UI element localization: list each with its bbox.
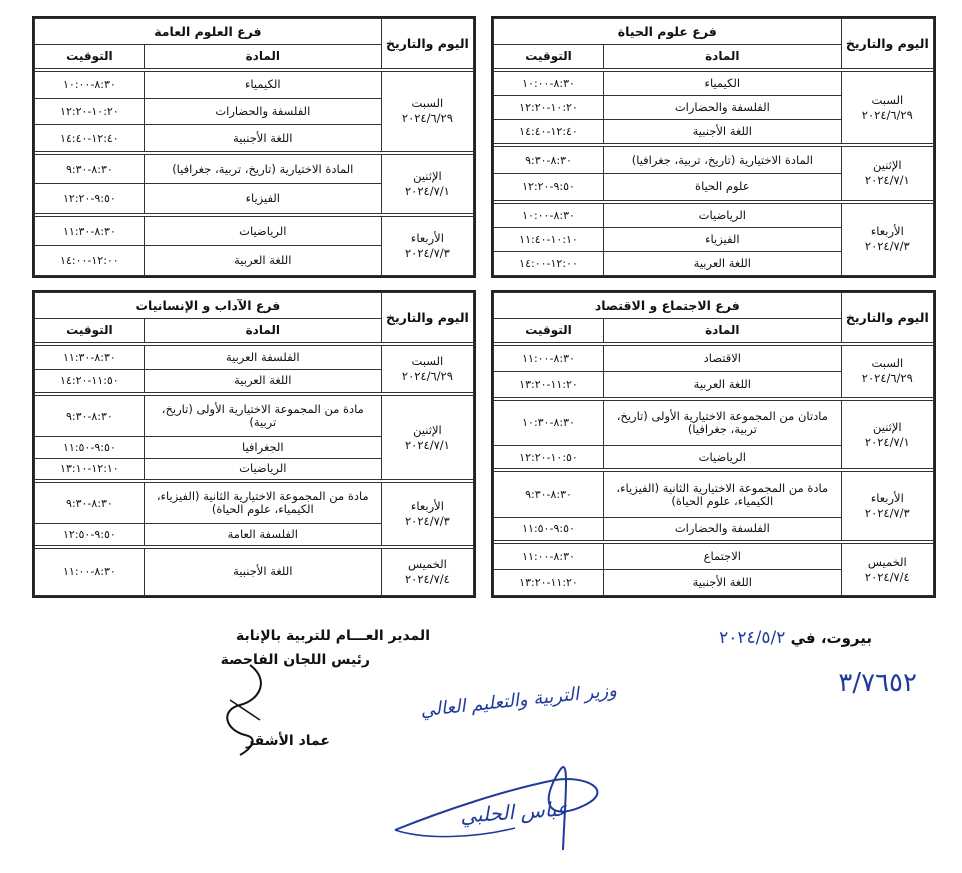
day-date-header: اليوم والتاريخ [841, 293, 933, 343]
subject-cell: الفلسفة والحضارات [604, 517, 842, 540]
table-row [35, 216, 474, 246]
subject-cell: اللغة العربية [144, 246, 381, 276]
director-name: عماد الأشقر [245, 733, 330, 749]
subject-cell: الكيمياء [144, 72, 381, 99]
time-cell: ١١:٥٠-١٤:٢٠ [35, 369, 145, 393]
day-cell [381, 72, 473, 152]
table-row [494, 72, 934, 96]
day-cell [841, 544, 933, 596]
minister-signature [385, 750, 665, 860]
time-cell: ٩:٥٠-١١:٥٠ [494, 517, 604, 540]
place-date-label: بيروت، في [790, 629, 872, 647]
day-name: الأربعاء [410, 230, 444, 245]
day-cell [841, 400, 933, 469]
subject-cell: مادة من المجموعة الاختيارية الثانية (الفيزياء، الكيمياء، علوم الحياة) [604, 472, 842, 517]
reference-number: ٣/٧٦٥٢ [838, 668, 917, 698]
subject-cell: الفيزياء [144, 184, 381, 214]
minister-title-handwritten: وزير التربية والتعليم العالي [419, 679, 618, 722]
time-cell: ١٠:١٠-١١:٤٠ [494, 227, 604, 251]
day-name: الأربعاء [870, 224, 904, 239]
subject-cell: الكيمياء [604, 72, 842, 96]
subject-cell: اللغة العربية [144, 369, 381, 393]
time-cell: ١٠:٢٠-١٢:٢٠ [494, 96, 604, 120]
day-name: الإثنين [872, 419, 902, 434]
time-cell: ٨:٣٠-١١:٠٠ [494, 544, 604, 570]
schedule-grid [34, 18, 474, 276]
subject-cell: الفيزياء [604, 227, 842, 251]
table-row [35, 396, 474, 437]
time-cell: ٩:٥٠-١١:٥٠ [35, 437, 145, 458]
table-row [494, 147, 934, 174]
schedule-grid [34, 292, 474, 596]
day-date: ٢٠٢٤/٧/٤ [864, 569, 910, 584]
day-cell [841, 472, 933, 541]
day-cell [381, 548, 473, 595]
branch-title: فرع علوم الحياة [494, 19, 842, 45]
day-date: ٢٠٢٤/٧/٣ [864, 506, 910, 521]
day-name: السبت [411, 354, 444, 369]
day-cell [841, 147, 933, 200]
subject-cell: المادة الاختيارية (تاريخ، تربية، جغرافيا) [604, 147, 842, 174]
time-cell: ٨:٣٠-١٠:٣٠ [494, 400, 604, 445]
table-row [35, 346, 474, 370]
subject-cell: اللغة الأجنبية [604, 120, 842, 144]
time-cell: ٨:٣٠-٩:٣٠ [35, 396, 145, 437]
subject-cell: مادتان من المجموعة الاختيارية الأولى (تاريخ، تربية، جغرافيا) [604, 400, 842, 445]
table-row [35, 154, 474, 184]
subject-cell: علوم الحياة [604, 173, 842, 200]
day-date: ٢٠٢٤/٧/٣ [864, 239, 910, 254]
time-cell: ٩:٥٠-١٢:٢٠ [35, 184, 145, 214]
subject-cell: الفلسفة العربية [144, 346, 381, 370]
subject-cell: الجغرافيا [144, 437, 381, 458]
day-date: ٢٠٢٤/٧/١ [405, 183, 450, 198]
time-header: التوقيت [35, 319, 145, 343]
day-date: ٢٠٢٤/٧/١ [864, 434, 910, 449]
day-cell [381, 154, 473, 213]
time-cell: ٩:٥٠-١٢:٢٠ [494, 173, 604, 200]
subject-cell: الرياضيات [604, 446, 842, 469]
table-row [494, 472, 934, 517]
time-cell: ١١:٢٠-١٣:٢٠ [494, 371, 604, 397]
subject-header: المادة [144, 45, 381, 69]
place-date-value: ٢٠٢٤/٥/٢ [719, 628, 786, 648]
subject-cell: المادة الاختيارية (تاريخ، تربية، جغرافيا) [144, 154, 381, 184]
day-date: ٢٠٢٤/٧/٤ [405, 571, 450, 586]
committee-title: رئيس اللجان الفاحصة [220, 652, 370, 668]
time-cell: ٨:٣٠-١١:٠٠ [494, 346, 604, 372]
day-name: الإثنين [872, 158, 902, 173]
day-cell [381, 396, 473, 480]
day-name: السبت [871, 92, 904, 107]
time-cell: ١٢:٤٠-١٤:٤٠ [494, 120, 604, 144]
subject-cell: الرياضيات [144, 216, 381, 246]
place-date [719, 628, 872, 648]
time-cell: ٨:٣٠-١٠:٠٠ [494, 203, 604, 227]
day-date-header: اليوم والتاريخ [381, 19, 473, 69]
day-name: الإثنين [413, 168, 442, 183]
schedule-grid [493, 292, 934, 596]
subject-cell: اللغة الأجنبية [604, 570, 842, 596]
table-row [35, 72, 474, 99]
time-cell: ٨:٣٠-١٠:٠٠ [35, 72, 145, 99]
table-row [35, 548, 474, 595]
director-signature [200, 660, 290, 760]
time-cell: ٨:٣٠-١١:٣٠ [35, 346, 145, 370]
time-cell: ٨:٣٠-١٠:٠٠ [494, 72, 604, 96]
time-cell: ٨:٣٠-٩:٣٠ [494, 472, 604, 517]
time-cell: ١٢:٠٠-١٤:٠٠ [35, 246, 145, 276]
day-cell [381, 346, 473, 393]
table-arts-humanities [32, 290, 476, 598]
table-row [494, 400, 934, 445]
day-name: الأربعاء [870, 491, 904, 506]
subject-cell: مادة من المجموعة الاختيارية الثانية (الفيزياء، الكيمياء، علوم الحياة) [144, 483, 381, 524]
subject-cell: اللغة العربية [604, 251, 842, 275]
day-cell [841, 72, 933, 144]
subject-cell: الرياضيات [144, 458, 381, 479]
subject-cell: اللغة العربية [604, 371, 842, 397]
subject-cell: الرياضيات [604, 203, 842, 227]
time-header: التوقيت [35, 45, 145, 69]
table-life-sciences [491, 16, 936, 278]
time-header: التوقيت [494, 319, 604, 343]
time-cell: ٨:٣٠-١١:٠٠ [35, 548, 145, 595]
day-date: ٢٠٢٤/٦/٢٩ [861, 107, 913, 122]
day-name: الخميس [407, 556, 447, 571]
time-header: التوقيت [494, 45, 604, 69]
subject-cell: الفلسفة والحضارات [604, 96, 842, 120]
time-cell: ١٢:١٠-١٣:١٠ [35, 458, 145, 479]
time-cell: ١٢:٤٠-١٤:٤٠ [35, 125, 145, 152]
director-title: المدير العـــام للتربية بالإنابة [235, 628, 430, 644]
day-cell [381, 216, 473, 275]
day-date: ٢٠٢٤/٧/١ [864, 173, 910, 188]
day-name: السبت [411, 96, 444, 111]
time-cell: ١٠:٥٠-١٢:٢٠ [494, 446, 604, 469]
day-name: الأربعاء [410, 498, 444, 513]
subject-header: المادة [604, 319, 842, 343]
day-cell [381, 483, 473, 546]
subject-cell: مادة من المجموعة الاختيارية الأولى (تاريخ، تربية) [144, 396, 381, 437]
schedule-grid [493, 18, 934, 276]
day-date: ٢٠٢٤/٧/١ [405, 437, 450, 452]
day-date: ٢٠٢٤/٧/٣ [405, 245, 450, 260]
time-cell: ٨:٣٠-٩:٣٠ [35, 154, 145, 184]
day-date: ٢٠٢٤/٦/٢٩ [401, 111, 453, 126]
day-cell [841, 203, 933, 275]
subject-cell: الفلسفة العامة [144, 524, 381, 545]
time-cell: ٩:٥٠-١٢:٥٠ [35, 524, 145, 545]
table-row [35, 483, 474, 524]
branch-title: فرع الاجتماع و الاقتصاد [494, 293, 842, 319]
table-row [494, 544, 934, 570]
time-cell: ٨:٣٠-١١:٣٠ [35, 216, 145, 246]
branch-title: فرع الآداب و الإنسانيات [35, 293, 382, 319]
day-name: السبت [871, 356, 904, 371]
time-cell: ٨:٣٠-٩:٣٠ [494, 147, 604, 174]
day-date: ٢٠٢٤/٦/٢٩ [401, 369, 453, 384]
subject-header: المادة [144, 319, 381, 343]
day-date-header: اليوم والتاريخ [381, 293, 473, 343]
time-cell: ١١:٢٠-١٣:٢٠ [494, 570, 604, 596]
subject-cell: اللغة الأجنبية [144, 548, 381, 595]
subject-cell: اللغة الأجنبية [144, 125, 381, 152]
table-row [494, 346, 934, 372]
subject-cell: الفلسفة والحضارات [144, 98, 381, 125]
minister-name-handwritten: عباس الحلبي [459, 796, 570, 828]
day-date: ٢٠٢٤/٧/٣ [405, 513, 450, 528]
time-cell: ١٠:٢٠-١٢:٢٠ [35, 98, 145, 125]
table-row [494, 203, 934, 227]
day-name: الإثنين [413, 422, 442, 437]
day-date-header: اليوم والتاريخ [841, 19, 933, 69]
table-sociology-economics [491, 290, 936, 598]
time-cell: ٨:٣٠-٩:٣٠ [35, 483, 145, 524]
day-cell [841, 346, 933, 398]
subject-cell: الاقتصاد [604, 346, 842, 372]
table-general-sciences [32, 16, 476, 278]
subject-cell: الاجتماع [604, 544, 842, 570]
subject-header: المادة [604, 45, 842, 69]
time-cell: ١٢:٠٠-١٤:٠٠ [494, 251, 604, 275]
day-name: الخميس [867, 554, 907, 569]
branch-title: فرع العلوم العامة [35, 19, 382, 45]
day-date: ٢٠٢٤/٦/٢٩ [861, 371, 913, 386]
